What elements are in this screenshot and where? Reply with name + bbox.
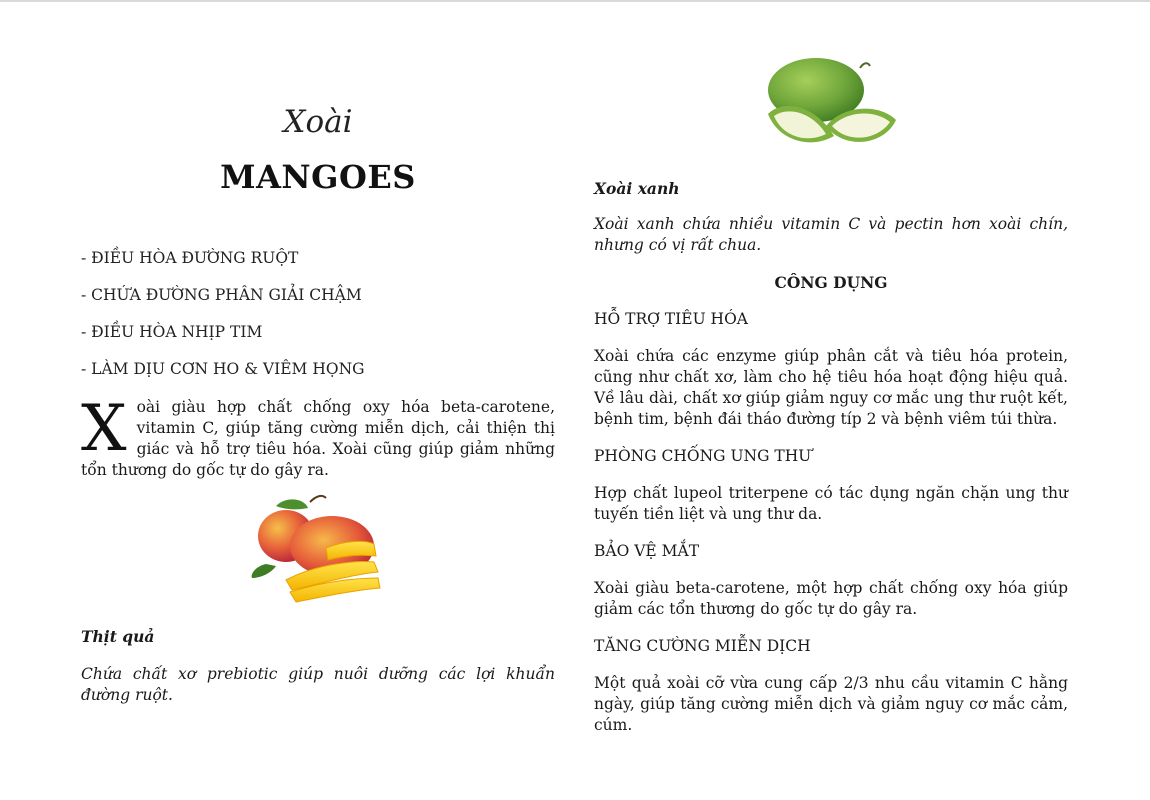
green-mango-heading: Xoài xanh [594, 179, 680, 198]
drop-cap: X [81, 392, 127, 466]
page-top-rule [0, 0, 1150, 2]
use-heading-digestion: HỖ TRỢ TIÊU HÓA [594, 310, 748, 328]
use-text-eyes: Xoài giàu beta-carotene, một hợp chất chống oxy hóa giúp giảm các tổn thương do gốc tự do gây ra. [594, 579, 1068, 618]
use-text-digestion: Xoài chứa các enzyme giúp phân cắt và tiêu hóa protein, cũng như chất xơ, làm cho hệ tiêu hóa hoạt động hiệu quả. Về lâu dài, chất xơ giúp giảm nguy cơ mắc ung thư ruột kết, bệnh tim, bệnh đái tháo đường típ 2 và bệnh viêm túi thừa. [594, 347, 1068, 428]
title-vietnamese: Xoài [283, 104, 353, 140]
benefit-item: - ĐIỀU HÒA ĐƯỜNG RUỘT [81, 249, 299, 267]
flesh-heading: Thịt quả [81, 627, 155, 646]
use-text-immunity: Một quả xoài cỡ vừa cung cấp 2/3 nhu cầu vitamin C hằng ngày, giúp tăng cường miễn dịch và giảm nguy cơ mắc cảm, cúm. [594, 674, 1068, 734]
green-mango-image [764, 54, 900, 154]
intro-text: oài giàu hợp chất chống oxy hóa beta-carotene, vitamin C, giúp tăng cường miễn dịch, cải thiện thị giác và hỗ trợ tiêu hóa. Xoài cũng giúp giảm những tổn thương do gốc tự do gây ra. [81, 398, 555, 479]
benefit-item: - ĐIỀU HÒA NHỊP TIM [81, 323, 263, 341]
benefit-item: - LÀM DỊU CƠN HO & VIÊM HỌNG [81, 360, 365, 378]
intro-paragraph [81, 392, 555, 481]
benefit-item: - CHỨA ĐƯỜNG PHÂN GIẢI CHẬM [81, 286, 362, 304]
green-mango-text: Xoài xanh chứa nhiều vitamin C và pectin hơn xoài chín, nhưng có vị rất chua. [594, 215, 1068, 254]
use-text-cancer: Hợp chất lupeol triterpene có tác dụng ngăn chặn ung thư tuyến tiền liệt và ung thư da. [594, 484, 1068, 523]
use-heading-cancer: PHÒNG CHỐNG UNG THƯ [594, 447, 812, 465]
ripe-mango-image [246, 494, 391, 610]
flesh-text: Chứa chất xơ prebiotic giúp nuôi dưỡng các lợi khuẩn đường ruột. [81, 665, 555, 704]
use-heading-immunity: TĂNG CƯỜNG MIỄN DỊCH [594, 637, 811, 655]
use-heading-eyes: BẢO VỆ MẮT [594, 542, 700, 560]
title-english: MANGOES [220, 158, 416, 196]
uses-title: CÔNG DỤNG [774, 273, 888, 292]
